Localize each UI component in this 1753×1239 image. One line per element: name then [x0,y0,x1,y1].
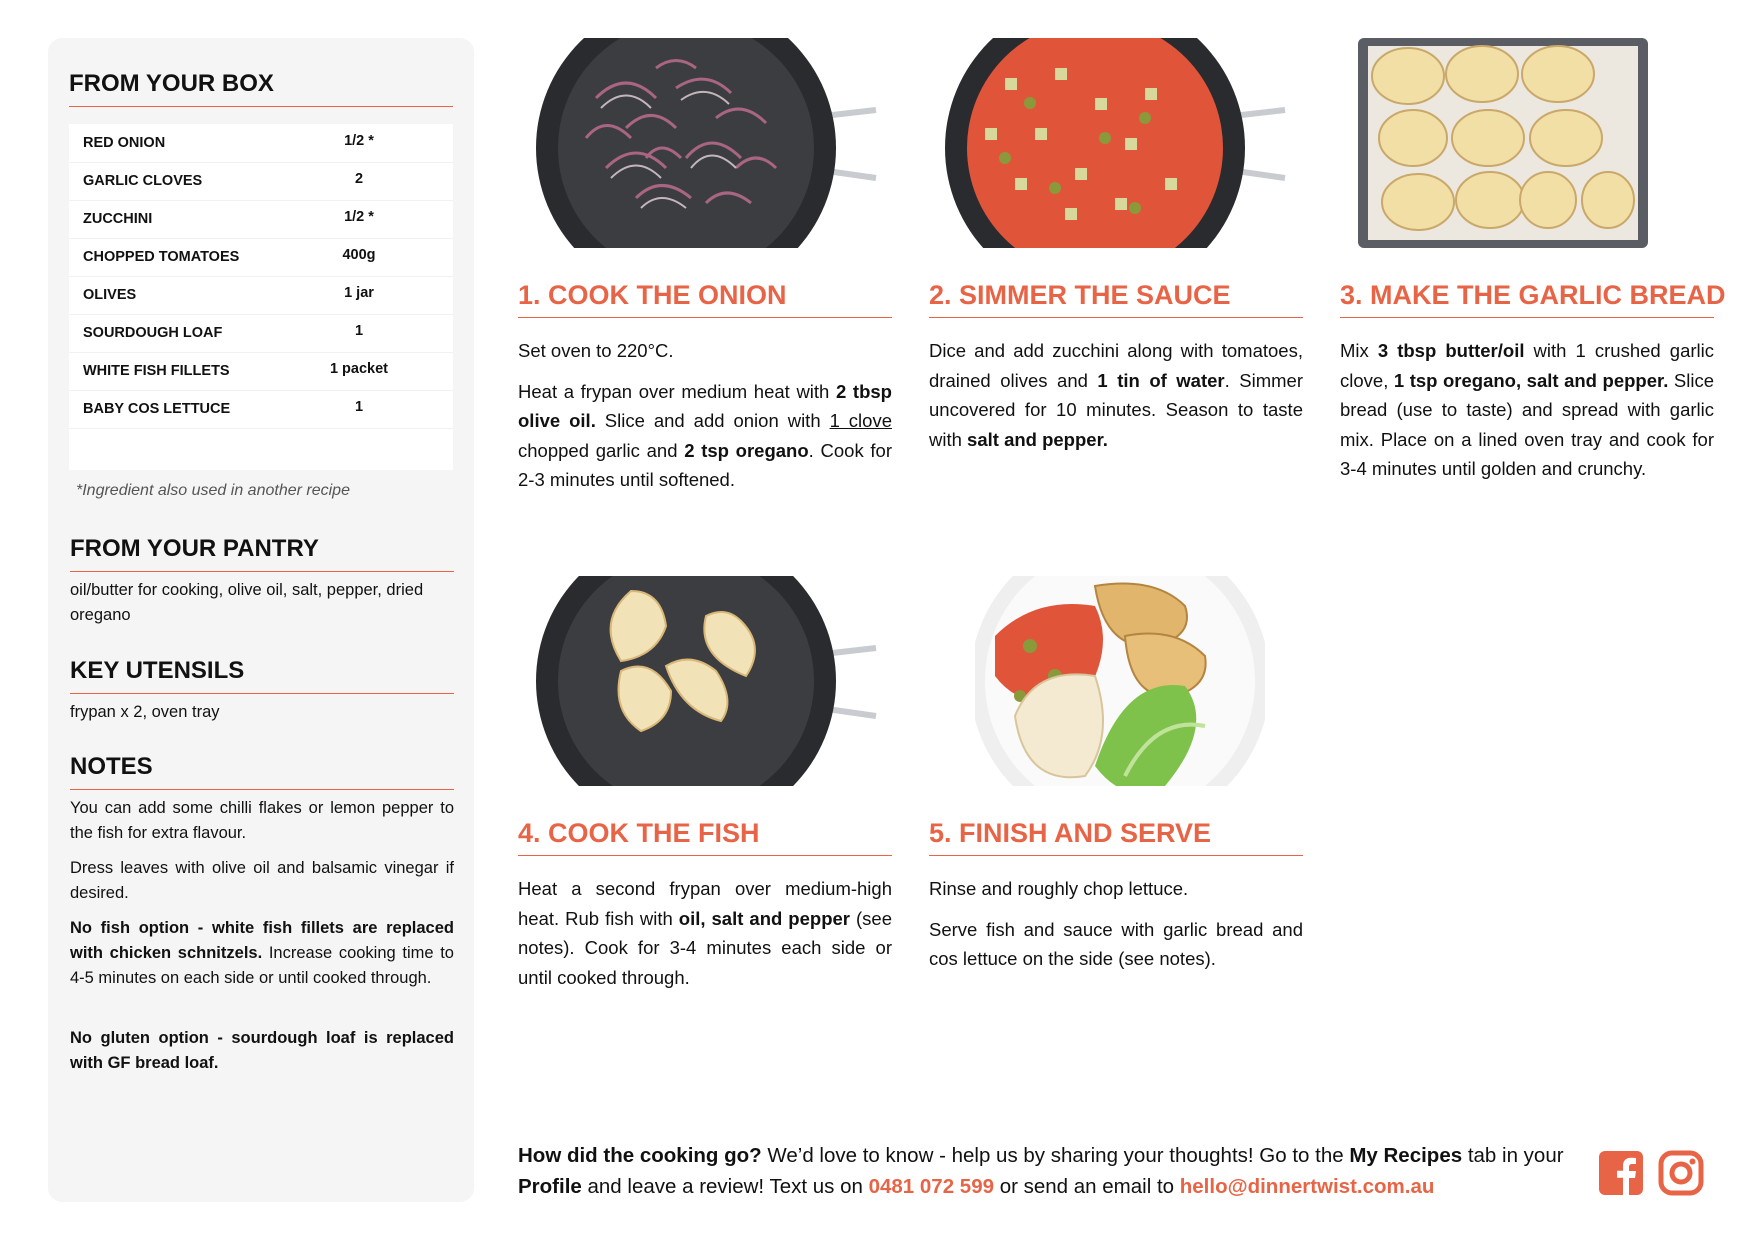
profile-label: Profile [518,1175,582,1198]
step-1-para-1: Set oven to 220°C. [518,340,674,361]
ingredient-name: CHOPPED TOMATOES [83,249,240,265]
note-4-bold: No gluten option - sourdough loaf is replaced with GF bread loaf. [70,1029,454,1072]
ingredient-qty: 1/2 * [344,209,374,225]
ingredient-row [69,276,453,315]
step-3-para-1: Mix 3 tbsp butter/oil with 1 crushed garlic clove, 1 tsp oregano, salt and pepper. Slice bread (use to taste) and spread with garlic mix. Place on a lined oven tray and cook for 3-4 minutes until golden and crunchy. [1340,340,1714,479]
step-5-para-1: Rinse and roughly chop lettuce. [929,878,1189,899]
utensils-heading: KEY UTENSILS [70,657,454,694]
ingredient-qty: 400g [342,247,376,263]
ingredient-name: ZUCCHINI [83,211,153,227]
step-4-para-1: Heat a second frypan over medium-high heat. Rub fish with oil, salt and pepper (see notes). Cook for 3-4 minutes each side or until cooked through. [518,878,892,988]
ingredient-name: GARLIC CLOVES [83,173,203,189]
ingredient-row [69,238,453,277]
step-2-para-1: Dice and add zucchini along with tomatoes, drained olives and 1 tin of water. Simmer uncovered for 10 minutes. Season to taste with salt and pepper. [929,340,1303,450]
note-3 [70,916,454,991]
ingredient-qty: 1/2 * [344,133,374,149]
ingredient-name: OLIVES [83,287,137,303]
step-4-title: 4. COOK THE FISH [518,818,892,856]
ingredients-sidebar [48,38,474,1202]
ingredient-name: WHITE FISH FILLETS [83,363,230,379]
from-your-box-heading: FROM YOUR BOX [69,70,453,107]
ingredient-row [69,352,453,391]
feedback-question: How did the cooking go? [518,1144,762,1167]
pan-surface [558,38,814,248]
step-3-photo [1358,38,1648,248]
ingredient-qty: 2 [354,171,364,187]
ingredient-row [69,200,453,239]
instagram-icon[interactable] [1658,1150,1704,1196]
step-5-photo [975,576,1265,786]
step-1-title: 1. COOK THE ONION [518,280,892,318]
ingredients-table [69,124,453,470]
ingredient-qty: 1 packet [329,361,389,377]
step-3-body [1340,336,1714,495]
step-4-photo [536,576,880,786]
step-1-body [518,336,892,506]
note-3-bold: No fish option - white fish fillets are replaced with chicken schnitzels. [70,919,454,962]
ingredient-row [69,390,453,429]
ingredient-footnote: *Ingredient also used in another recipe [76,482,350,499]
facebook-icon[interactable] [1598,1150,1644,1196]
step-2-title: 2. SIMMER THE SAUCE [929,280,1303,318]
pantry-text: oil/butter for cooking, olive oil, salt, pepper, dried oregano [70,581,424,624]
step-1-photo [536,38,880,248]
ingredient-name: BABY COS LETTUCE [83,401,231,417]
ingredient-qty: 1 jar [344,285,374,301]
ingredient-qty: 1 [354,399,364,415]
feedback-footer: How did the cooking go? We’d love to know - help us by sharing your thoughts! Go to the My Recipes tab in your Profile and leave a review! Text us on 0481 072 599 or send an email to hello@dinnertwist.com.au [518,1144,1564,1198]
tomato-sauce [967,38,1223,248]
ingredient-name: SOURDOUGH LOAF [83,325,223,341]
note-3-rest: Increase cooking time to 4-5 minutes on each side or until cooked through. [70,944,454,987]
ingredient-row [69,162,453,201]
bread-slices [1372,46,1634,230]
notes-heading: NOTES [70,753,454,790]
phone-link[interactable]: 0481 072 599 [868,1175,994,1198]
step-3-title: 3. MAKE THE GARLIC BREAD [1340,280,1714,318]
ingredient-row [69,124,453,163]
note-2: Dress leaves with olive oil and balsamic vinegar if desired. [70,859,454,902]
ingredient-name: RED ONION [83,135,166,151]
step-5-title: 5. FINISH AND SERVE [929,818,1303,856]
step-2-photo [945,38,1289,248]
step-2-body [929,336,1303,465]
utensils-text: frypan x 2, oven tray [70,703,220,721]
step-5-body [929,874,1303,985]
my-recipes-label: My Recipes [1349,1144,1463,1167]
step-5-para-2: Serve fish and sauce with garlic bread and cos lettuce on the side (see notes). [929,918,1303,969]
step-1-para-2: Heat a frypan over medium heat with 2 tbsp olive oil. Slice and add onion with 1 clove chopped garlic and 2 tsp oregano. Cook for 2-3 minutes until softened. [518,380,892,490]
ingredient-row [69,314,453,353]
step-4-body [518,874,892,1003]
pantry-heading: FROM YOUR PANTRY [70,535,454,572]
note-1: You can add some chilli flakes or lemon pepper to the fish for extra flavour. [70,799,454,842]
email-link[interactable]: hello@dinnertwist.com.au [1179,1175,1435,1198]
note-4 [70,1026,454,1076]
ingredient-qty: 1 [354,323,364,339]
